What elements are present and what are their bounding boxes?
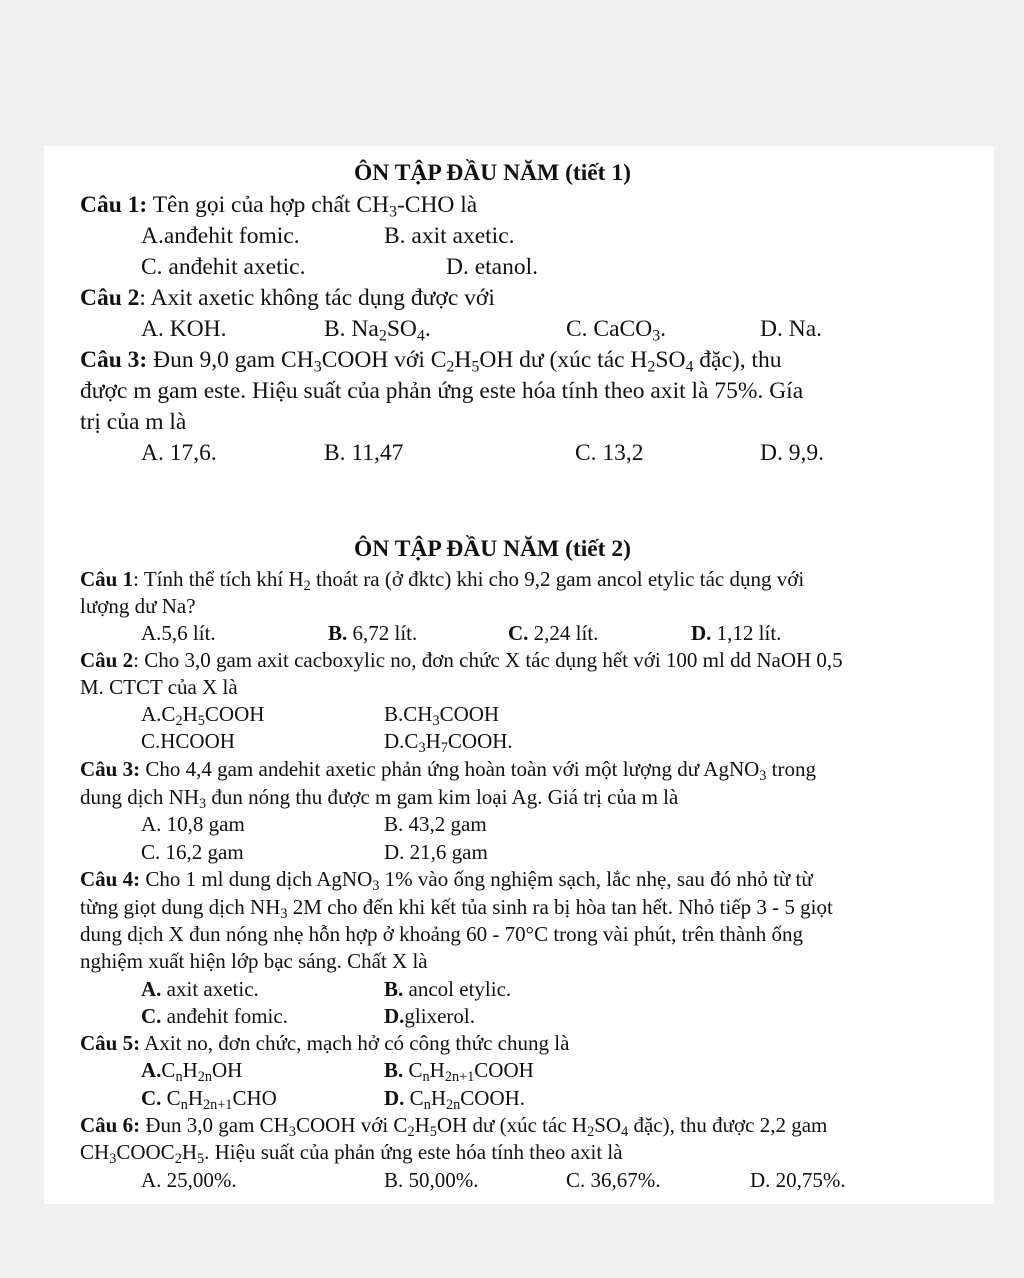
option-1-2-c: C. CaCO$_3$.: [566, 316, 667, 345]
question-2-5: Câu 5: Axit no, đơn chức, mạch hở có công thức chung là: [80, 1031, 570, 1055]
worksheet-page: [44, 146, 994, 1204]
option-1-1-b: B. axit axetic.: [384, 223, 515, 249]
option-1-2-d: D. Na.: [760, 316, 822, 342]
question-1-3-line-1: Câu 3: Đun 9,0 gam $CH_3COOH$ với $C_2H_5OH$ dư (xúc tác $H_2SO_4$ đặc), thu: [80, 347, 782, 376]
option-2-5-a: $A.C_nH_{2n}OH$: [141, 1058, 243, 1085]
option-2-4-a: A. axit axetic.: [141, 977, 259, 1001]
question-2-2-line-2: M. CTCT của X là: [80, 675, 238, 699]
question-2-2-line-1: Câu 2: Cho 3,0 gam axit cacboxylic no, đơn chức X tác dụng hết với 100 ml dd NaOH 0,5: [80, 648, 843, 672]
option-2-3-b: B. 43,2 gam: [384, 812, 487, 836]
option-1-3-c: C. 13,2: [575, 440, 644, 466]
question-1-3-line-3: trị của m là: [80, 409, 187, 435]
option-2-1-c: C. 2,24 lít.: [508, 621, 599, 645]
section-title-1: ÔN TẬP ĐẦU NĂM (tiết 1): [354, 160, 631, 186]
option-2-2-d: $D.C_3H_7COOH$.: [384, 729, 513, 756]
option-1-2-a: A. KOH.: [141, 316, 227, 342]
question-2-1-line-2: lượng dư Na?: [80, 594, 196, 618]
option-2-6-a: A. 25,00%.: [141, 1168, 237, 1192]
option-1-3-a: A. 17,6.: [141, 440, 217, 466]
question-1-1: Câu 1: Tên gọi của hợp chất $CH_3$-CHO là: [80, 192, 478, 221]
question-2-6-line-1: Câu 6: Đun 3,0 gam $CH_3COOH$ với $C_2H_5OH$ dư (xúc tác $H_2SO_4$ đặc), thu được 2,2 gam: [80, 1113, 828, 1140]
option-2-1-a: A.5,6 lít.: [141, 621, 216, 645]
option-1-1-a: A.anđehit fomic.: [141, 223, 300, 249]
section-title-2: ÔN TẬP ĐẦU NĂM (tiết 2): [354, 536, 631, 562]
option-1-2-b: B. $Na_2SO_4$.: [324, 316, 431, 345]
option-2-5-c: C. $C_nH_{2n+1}CHO$: [141, 1086, 277, 1113]
option-2-1-b: B. 6,72 lít.: [328, 621, 418, 645]
question-2-6-line-2: $CH_3COOC_2H_5$. Hiệu suất của phản ứng este hóa tính theo axit là: [80, 1140, 623, 1167]
option-2-4-c: C. anđehit fomic.: [141, 1004, 288, 1028]
option-2-6-c: C. 36,67%.: [566, 1168, 661, 1192]
option-1-1-d: D. etanol.: [446, 254, 539, 280]
option-2-6-b: B. 50,00%.: [384, 1168, 479, 1192]
question-1-2: Câu 2: Axit axetic không tác dụng được với: [80, 285, 495, 311]
option-2-5-d: D. $C_nH_{2n}COOH$.: [384, 1086, 526, 1113]
option-1-1-c: C. anđehit axetic.: [141, 254, 306, 280]
option-2-4-b: B. ancol etylic.: [384, 977, 512, 1001]
option-2-3-d: D. 21,6 gam: [384, 840, 488, 864]
option-2-2-c: C.HCOOH: [141, 729, 235, 753]
option-2-3-c: C. 16,2 gam: [141, 840, 244, 864]
question-2-4-line-4: nghiệm xuất hiện lớp bạc sáng. Chất X là: [80, 949, 428, 973]
question-2-3-line-2: dung dịch $NH_3$ đun nóng thu được m gam kim loại Ag. Giá trị của m là: [80, 785, 679, 812]
option-2-5-b: B. $C_nH_{2n+1}COOH$: [384, 1058, 534, 1085]
question-1-3-line-2: được m gam este. Hiệu suất của phản ứng este hóa tính theo axit là 75%. Gía: [80, 378, 804, 404]
question-2-3-line-1: Câu 3: Cho 4,4 gam andehit axetic phản ứng hoàn toàn với một lượng dư AgNO$_3$ trong: [80, 757, 816, 784]
option-2-4-d: D.glixerol.: [384, 1004, 475, 1028]
option-2-3-a: A. 10,8 gam: [141, 812, 245, 836]
question-2-1-line-1: Câu 1: Tính thể tích khí $H_2$ thoát ra (ở đktc) khi cho 9,2 gam ancol etylic tác dụng với: [80, 567, 805, 594]
option-2-1-d: D. 1,12 lít.: [691, 621, 782, 645]
question-2-4-line-2: từng giọt dung dịch $NH_3$ 2M cho đến khi kết tủa sinh ra bị hòa tan hết. Nhỏ tiếp 3 - 5 giọt: [80, 895, 833, 922]
option-2-2-a: $A.C_2H_5COOH$: [141, 702, 265, 729]
question-2-4-line-3: dung dịch X đun nóng nhẹ hỗn hợp ở khoảng 60 - 70°C trong vài phút, trên thành ống: [80, 922, 803, 946]
option-2-2-b: $B.CH_3COOH$: [384, 702, 500, 729]
option-1-3-d: D. 9,9.: [760, 440, 824, 466]
option-2-6-d: D. 20,75%.: [750, 1168, 846, 1192]
option-1-3-b: B. 11,47: [324, 440, 404, 466]
question-2-4-line-1: Câu 4: Cho 1 ml dung dịch AgNO$_3$ 1% vào ống nghiệm sạch, lắc nhẹ, sau đó nhỏ từ từ: [80, 867, 813, 894]
